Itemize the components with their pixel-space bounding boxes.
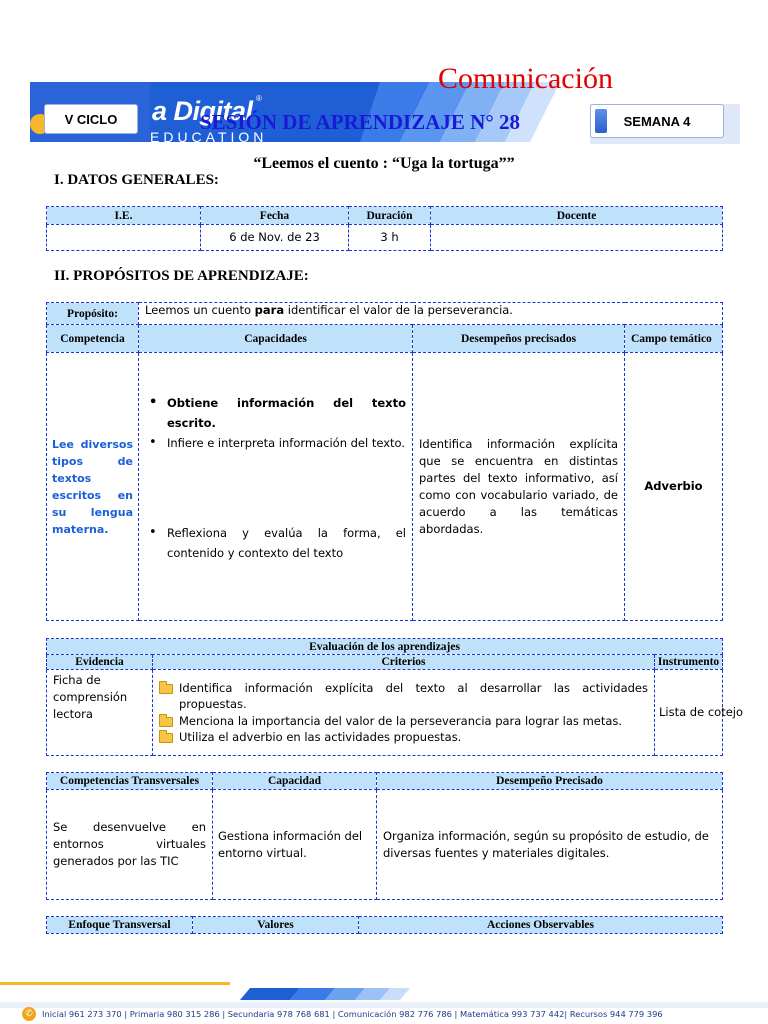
- duracion-value: 3 h: [349, 225, 431, 251]
- footer-contacts: ✆ Inicial 961 273 370 | Primaria 980 315 286 | Secundaria 978 768 681 | Comunicación 982 776 786 | Matemática 993 737 442| Recursos 944 779 396: [22, 1004, 746, 1024]
- evaluacion-title: Evaluación de los aprendizajes: [47, 639, 723, 655]
- col-header-enfoque: Enfoque Transversal: [47, 917, 193, 934]
- ie-value: [47, 225, 201, 251]
- competencia-text: Lee diversos tipos de textos escritos en su lengua materna.: [47, 353, 139, 621]
- proposito-label: Propósito:: [47, 303, 139, 325]
- docente-value: [431, 225, 723, 251]
- enfoque-table: [46, 916, 723, 934]
- evidencia-text: Ficha de comprensión lectora: [47, 670, 153, 756]
- semana-tab-icon: [595, 109, 607, 133]
- evaluacion-table: [46, 638, 744, 756]
- brand-logo: a Digital EDUCATION ®: [150, 94, 268, 145]
- section-propositos-title: II. PROPÓSITOS DE APRENDIZAJE:: [54, 268, 309, 284]
- transversales-table: [46, 772, 723, 900]
- lesson-subtitle: “Leemos el cuento : “Uga la tortuga””: [253, 155, 515, 172]
- col-header-fecha: Fecha: [201, 207, 349, 225]
- col-header-valores: Valores: [193, 917, 359, 934]
- col-header-competencias-transversales: Competencias Transversales: [47, 773, 213, 790]
- ciclo-badge: V CICLO: [44, 104, 138, 134]
- criterio-item: Menciona la importancia del valor de la perseverancia para lograr las metas.: [157, 713, 648, 730]
- criterios-list: [153, 680, 654, 746]
- col-header-duracion: Duración: [349, 207, 431, 225]
- col-header-competencia: Competencia: [47, 325, 139, 353]
- instrumento-text: Lista de cotejo: [655, 670, 723, 756]
- capacidades-cell: [139, 353, 413, 621]
- capacidad-item: • Infiere e interpreta información del texto.: [147, 433, 406, 453]
- folder-icon: [159, 717, 173, 727]
- area-title: Comunicación: [438, 62, 613, 95]
- criterios-cell: [153, 670, 655, 756]
- col-header-evidencia: Evidencia: [47, 655, 153, 670]
- capacidades-list: [139, 353, 412, 563]
- desempeno-text: Identifica información explícita que se encuentra en distintas partes del texto informativo, así como con vocabulario variado, de acuerdo a las temáticas abordadas.: [413, 353, 625, 621]
- col-header-docente: Docente: [431, 207, 723, 225]
- criterio-item: Utiliza el adverbio en las actividades propuestas.: [157, 729, 648, 746]
- col-header-ie: I.E.: [47, 207, 201, 225]
- col-header-desempeno-precisado: Desempeño Precisado: [377, 773, 723, 790]
- transversal-capacidad-text: Gestiona información del entorno virtual.: [213, 790, 377, 900]
- folder-icon: [159, 684, 173, 694]
- col-header-instrumento: Instrumento: [655, 655, 723, 670]
- transversal-competencia-text: Se desenvuelve en entornos virtuales generados por las TIC: [47, 790, 213, 900]
- fecha-value: 6 de Nov. de 23: [201, 225, 349, 251]
- folder-icon: [159, 733, 173, 743]
- transversal-desempeno-text: Organiza información, según su propósito de estudio, de diversas fuentes y materiales digitales.: [377, 790, 723, 900]
- session-title: SESIÓN DE APRENDIZAJE N° 28: [200, 110, 520, 134]
- capacidad-item: • Obtiene información del texto escrito.: [147, 393, 406, 433]
- col-header-capacidad: Capacidad: [213, 773, 377, 790]
- col-header-campo: Campo temático: [625, 325, 723, 353]
- phone-icon: ✆: [22, 1007, 36, 1021]
- col-header-criterios: Criterios: [153, 655, 655, 670]
- section-datos-title: I. DATOS GENERALES:: [54, 172, 219, 188]
- criterio-item: Identifica información explícita del texto al desarrollar las actividades propuestas.: [157, 680, 648, 713]
- proposito-text: Leemos un cuento para identificar el valor de la perseverancia.: [139, 303, 723, 325]
- campo-tematico-value: Adverbio: [625, 353, 723, 621]
- col-header-acciones: Acciones Observables: [359, 917, 723, 934]
- propositos-table: [46, 302, 723, 621]
- col-header-desempenos: Desempeños precisados: [413, 325, 625, 353]
- capacidad-item: • Reflexiona y evalúa la forma, el contenido y contexto del texto: [147, 523, 406, 563]
- col-header-capacidades: Capacidades: [139, 325, 413, 353]
- semana-badge: SEMANA 4: [590, 104, 724, 138]
- datos-generales-table: [46, 206, 723, 251]
